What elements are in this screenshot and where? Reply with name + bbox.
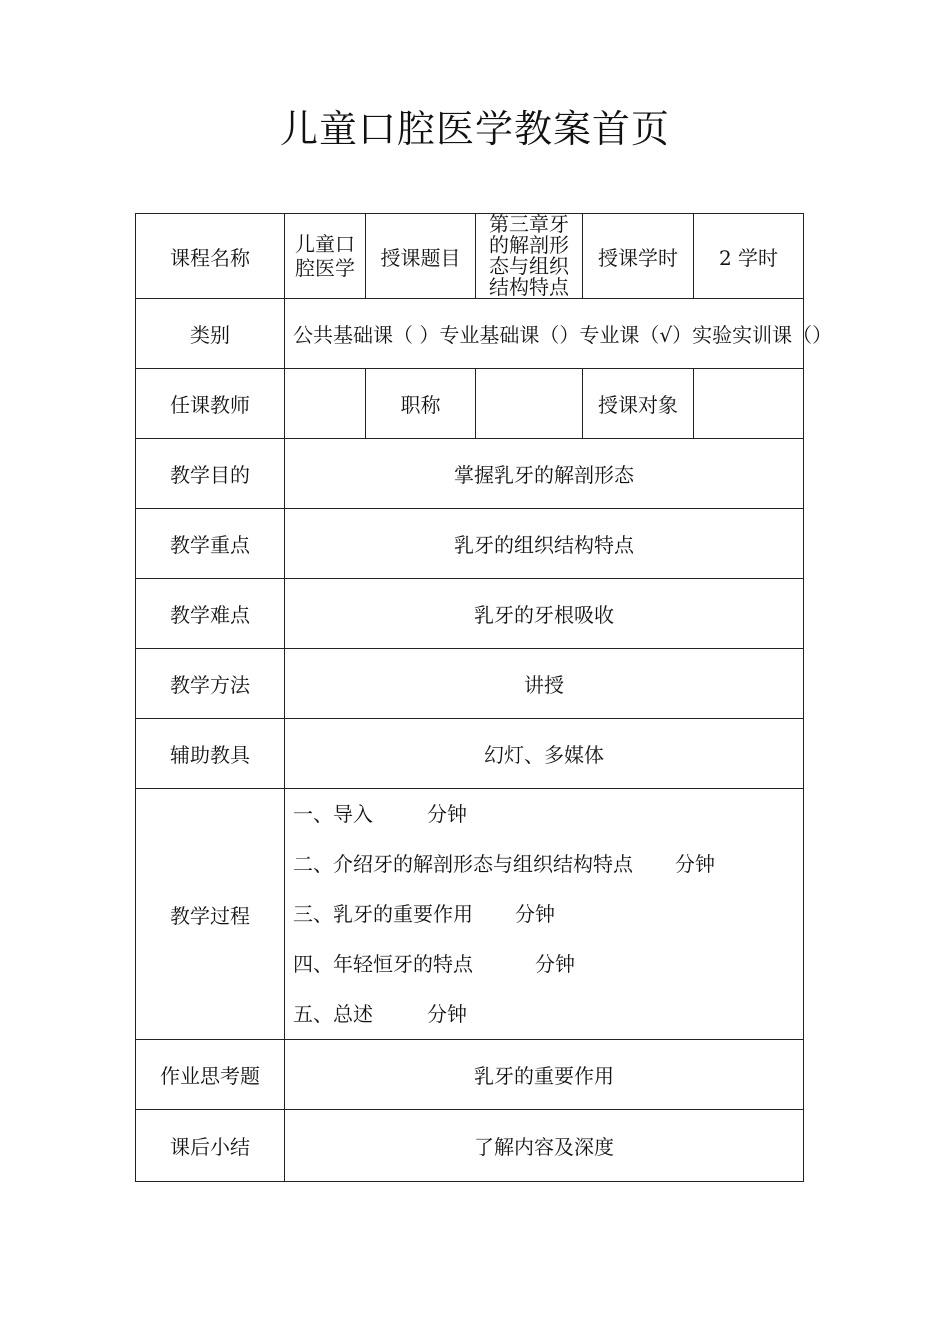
rank-label: 职称 <box>366 369 476 439</box>
table-row <box>136 789 804 1040</box>
summary-label: 课后小结 <box>136 1110 285 1182</box>
table-row <box>136 214 804 299</box>
summary-value: 了解内容及深度 <box>285 1110 804 1182</box>
process-steps <box>285 789 804 1040</box>
process-step: 四、年轻恒牙的特点 分钟 <box>293 952 575 976</box>
aids-label: 辅助教具 <box>136 719 285 789</box>
process-step: 二、介绍牙的解剖形态与组织结构特点 分钟 <box>293 852 715 876</box>
process-label: 教学过程 <box>136 789 285 1040</box>
table-row <box>136 439 804 509</box>
method-value: 讲授 <box>285 649 804 719</box>
teacher-label: 任课教师 <box>136 369 285 439</box>
hours-value: 2 学时 <box>694 214 804 299</box>
table-row <box>136 299 804 369</box>
table-row <box>136 719 804 789</box>
rank-value <box>476 369 583 439</box>
focus-label: 教学重点 <box>136 509 285 579</box>
difficulty-value: 乳牙的牙根吸收 <box>285 579 804 649</box>
homework-value: 乳牙的重要作用 <box>285 1040 804 1110</box>
difficulty-label: 教学难点 <box>136 579 285 649</box>
hours-label: 授课学时 <box>583 214 694 299</box>
table-row <box>136 1040 804 1110</box>
table-row <box>136 649 804 719</box>
category-label: 类别 <box>136 299 285 369</box>
teacher-value <box>285 369 366 439</box>
table-row <box>136 1110 804 1182</box>
table-row <box>136 579 804 649</box>
lesson-plan-table <box>135 212 833 1182</box>
table-row <box>136 369 804 439</box>
audience-label: 授课对象 <box>583 369 694 439</box>
method-label: 教学方法 <box>136 649 285 719</box>
homework-label: 作业思考题 <box>136 1040 285 1110</box>
process-step: 一、导入 分钟 <box>293 802 467 826</box>
topic-label: 授课题目 <box>366 214 476 299</box>
table-row <box>136 509 804 579</box>
goal-label: 教学目的 <box>136 439 285 509</box>
process-step: 三、乳牙的重要作用 分钟 <box>293 902 555 926</box>
focus-value: 乳牙的组织结构特点 <box>285 509 804 579</box>
page-title: 儿童口腔医学教案首页 <box>279 107 670 151</box>
category-value: 公共基础课（ ）专业基础课（）专业课（√）实验实训课（） <box>285 299 804 369</box>
audience-value <box>694 369 804 439</box>
aids-value: 幻灯、多媒体 <box>285 719 804 789</box>
goal-value: 掌握乳牙的解剖形态 <box>285 439 804 509</box>
process-step: 五、总述 分钟 <box>293 1002 467 1026</box>
course-name-label: 课程名称 <box>136 214 285 299</box>
topic-value: 第三章牙的解剖形态与组织结构特点 <box>476 214 583 299</box>
course-name-value: 儿童口腔医学 <box>285 214 366 299</box>
